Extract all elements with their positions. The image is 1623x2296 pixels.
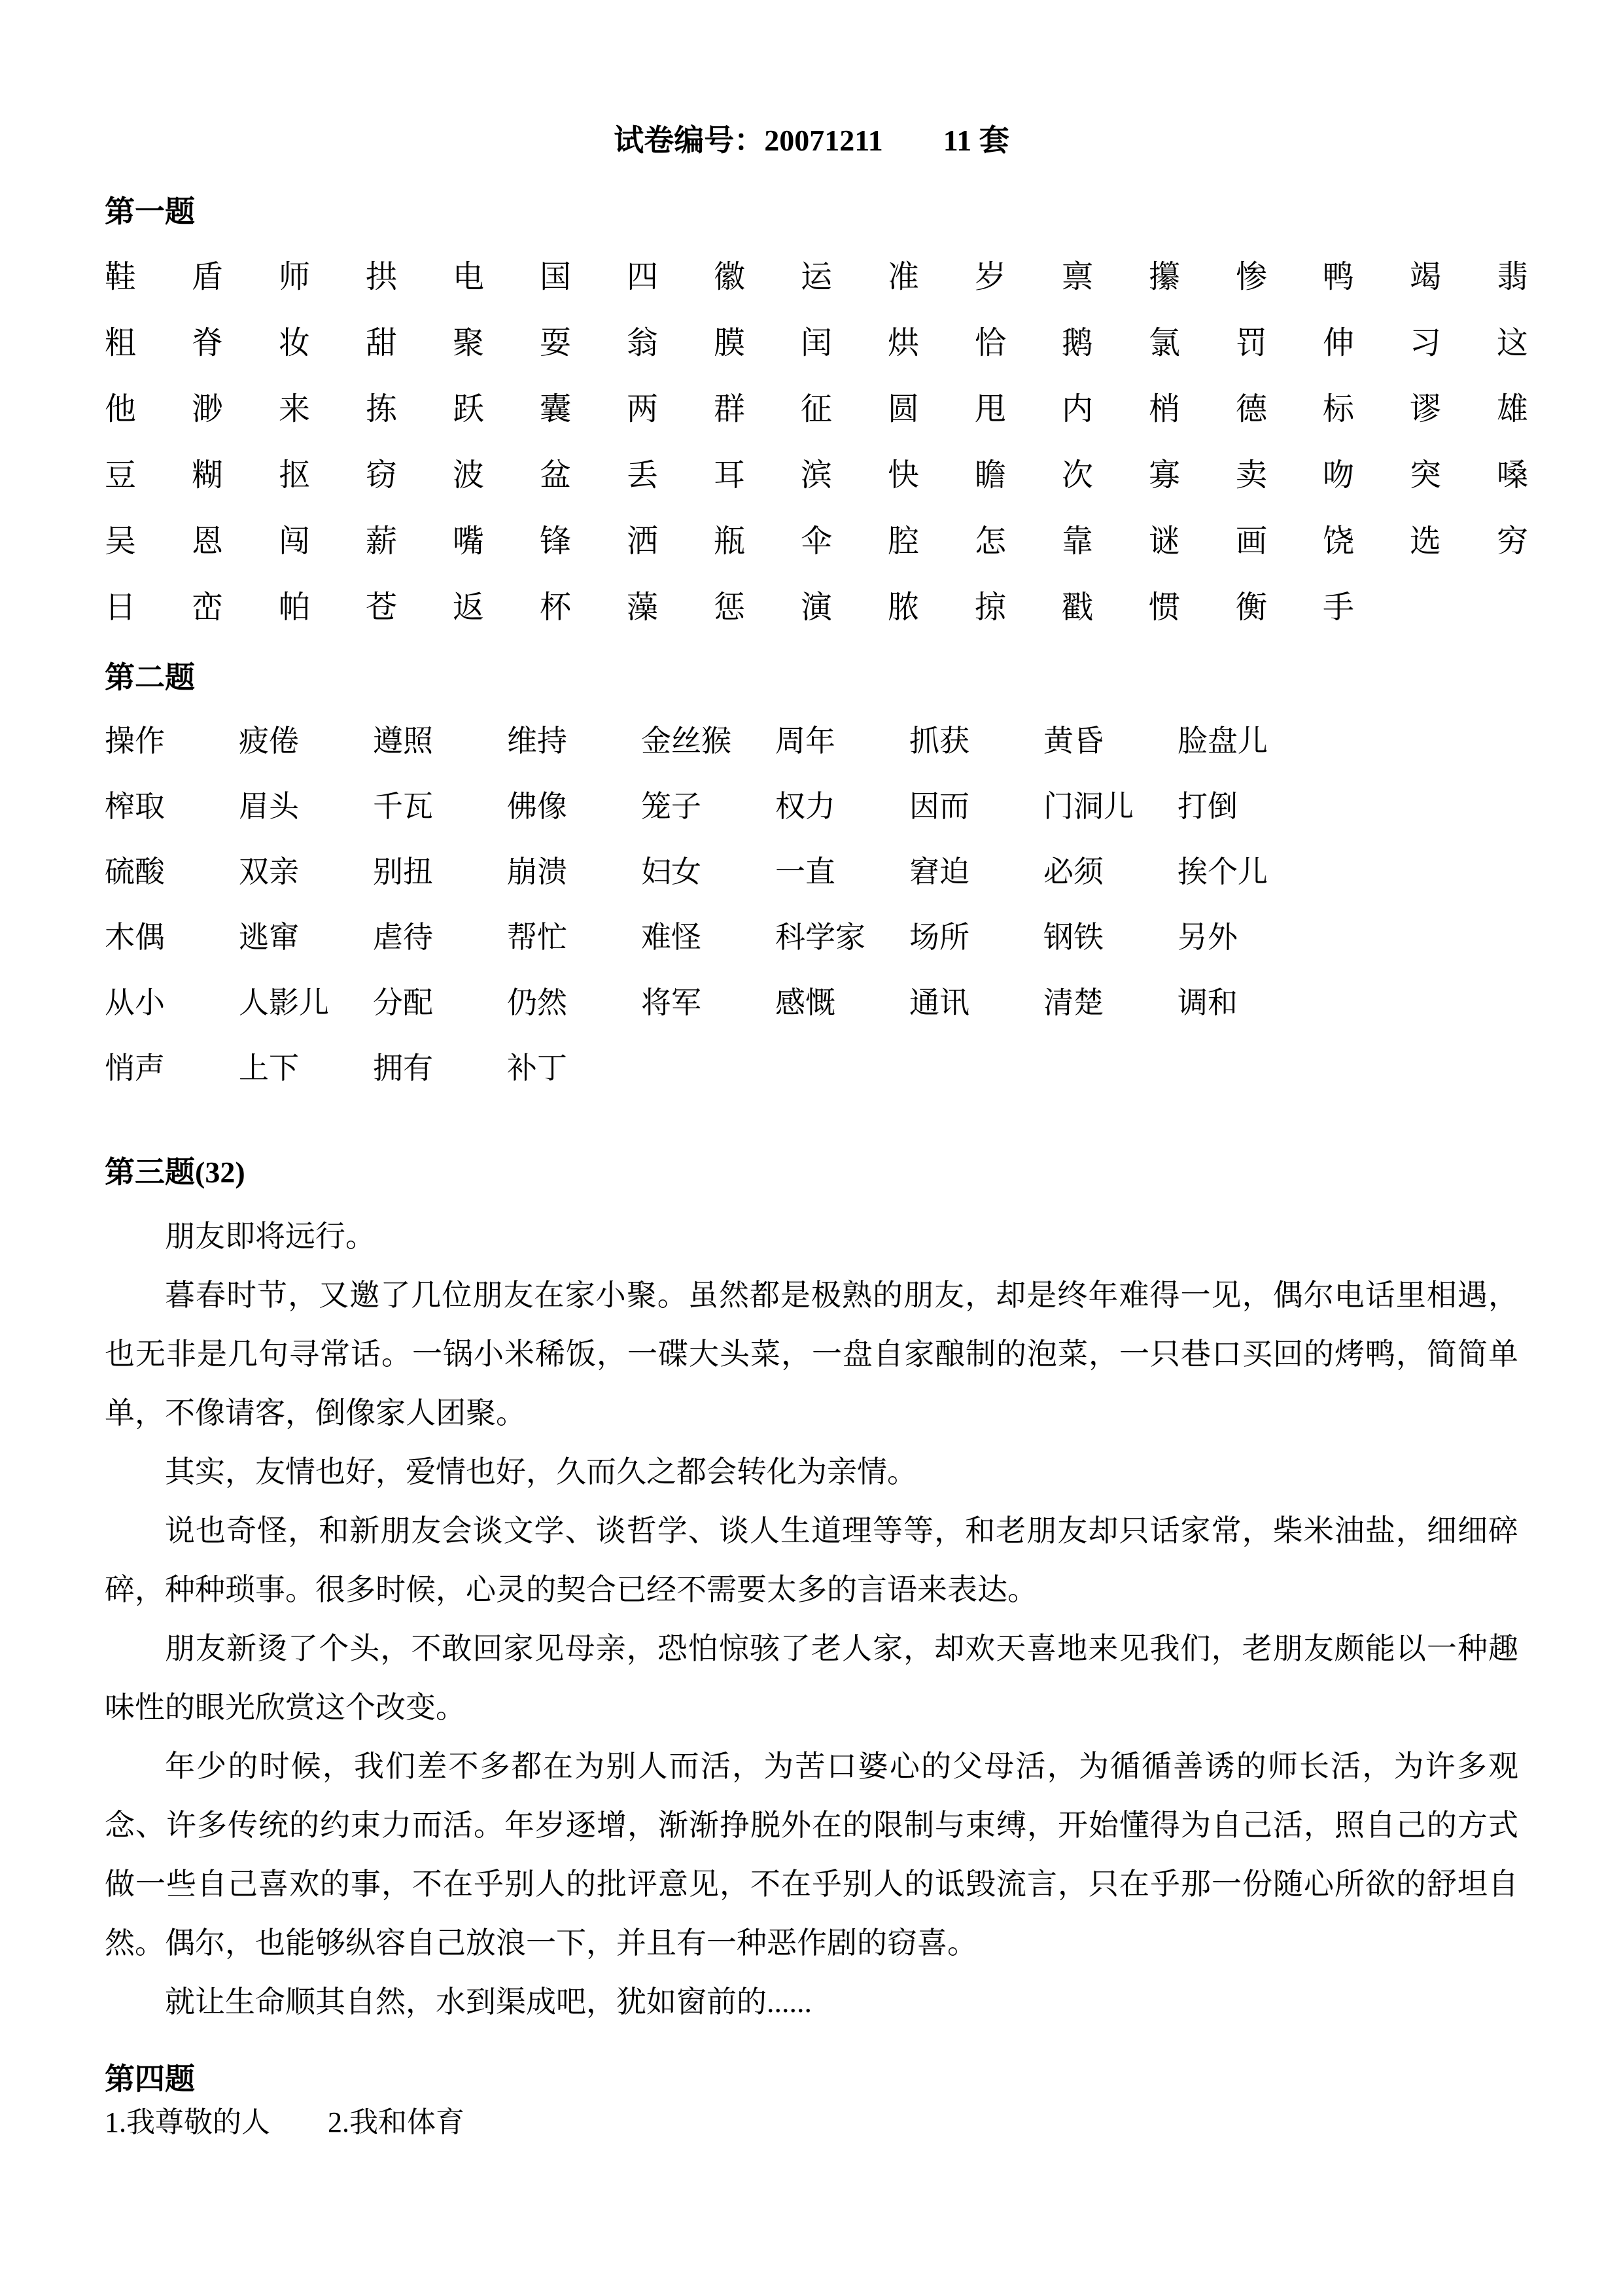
char-cell: 内 xyxy=(1062,392,1094,427)
word-cell: 另外 xyxy=(1178,921,1238,954)
char-cell: 恩 xyxy=(192,524,224,559)
word-cell: 妇女 xyxy=(641,855,701,889)
char-cell: 苍 xyxy=(366,590,398,625)
char-cell: 寡 xyxy=(1149,458,1181,493)
char-cell: 竭 xyxy=(1410,260,1442,294)
section2-heading: 第二题 xyxy=(105,661,195,694)
char-cell: 罚 xyxy=(1236,326,1268,361)
word-cell: 拥有 xyxy=(373,1051,433,1085)
char-cell: 两 xyxy=(627,392,659,427)
char-cell: 瓶 xyxy=(714,524,746,559)
char-cell: 徽 xyxy=(714,260,746,294)
char-cell: 戳 xyxy=(1062,590,1094,625)
char-cell: 薪 xyxy=(366,524,398,559)
word-cell: 遵照 xyxy=(373,724,433,758)
char-cell: 鸭 xyxy=(1323,260,1355,294)
section3-heading: 第三题(32) xyxy=(105,1156,245,1189)
char-cell: 禀 xyxy=(1062,260,1094,294)
word-cell: 脸盘儿 xyxy=(1178,724,1268,758)
word-cell: 必须 xyxy=(1043,855,1104,889)
paragraph: 朋友新烫了个头，不敢回家见母亲，恐怕惊骇了老人家，却欢天喜地来见我们，老朋友颇能以一种趣味性的眼光欣赏这个改变。 xyxy=(105,1632,1518,1724)
word-cell: 佛像 xyxy=(507,790,567,823)
word-row xyxy=(105,1036,1518,1101)
char-cell: 恰 xyxy=(975,326,1007,361)
char-cell: 国 xyxy=(540,260,572,294)
word-cell: 维持 xyxy=(507,724,567,758)
word-cell: 钢铁 xyxy=(1043,921,1104,954)
word-cell: 黄昏 xyxy=(1043,724,1104,758)
char-cell: 抠 xyxy=(279,458,311,493)
page-title: 试卷编号：20071211 11 套 xyxy=(614,124,1009,157)
word-row xyxy=(105,839,1518,905)
char-cell: 次 xyxy=(1062,458,1094,493)
char-cell: 圆 xyxy=(888,392,920,427)
section4-essay-topics: 1.我尊敬的人 2.我和体育 xyxy=(105,2106,464,2138)
char-cell: 藻 xyxy=(627,590,659,625)
word-cell: 调和 xyxy=(1178,986,1238,1019)
char-cell: 伸 xyxy=(1323,326,1355,361)
char-cell: 德 xyxy=(1236,392,1268,427)
char-cell: 腔 xyxy=(888,524,920,559)
char-cell: 返 xyxy=(453,590,485,625)
char-cell: 这 xyxy=(1497,326,1529,361)
paragraph: 暮春时节，又邀了几位朋友在家小聚。虽然都是极熟的朋友，却是终年难得一见，偶尔电话里相遇，也无非是几句寻常话。一锅小米稀饭，一碟大头菜，一盘自家酿制的泡菜，一只巷口买回的烤鸭，简简单单，不像请客，倒像家人团聚。 xyxy=(105,1279,1518,1430)
word-cell: 难怪 xyxy=(641,921,701,954)
word-cell: 帮忙 xyxy=(507,921,567,954)
char-cell: 吻 xyxy=(1323,458,1355,493)
word-cell: 挨个儿 xyxy=(1178,855,1268,889)
word-cell: 金丝猴 xyxy=(641,724,731,758)
char-cell: 群 xyxy=(714,392,746,427)
word-cell: 疲倦 xyxy=(239,724,299,758)
char-row xyxy=(105,310,1584,376)
word-cell: 周年 xyxy=(775,724,835,758)
word-cell: 窘迫 xyxy=(909,855,969,889)
word-cell: 别扭 xyxy=(373,855,433,889)
char-cell: 习 xyxy=(1410,326,1442,361)
char-cell: 电 xyxy=(453,260,485,294)
char-cell: 来 xyxy=(279,392,311,427)
char-cell: 耳 xyxy=(714,458,746,493)
char-cell: 氯 xyxy=(1149,326,1181,361)
char-row xyxy=(105,376,1584,442)
char-cell: 跃 xyxy=(453,392,485,427)
char-cell: 糊 xyxy=(192,458,224,493)
char-cell: 聚 xyxy=(453,326,485,361)
char-cell: 锋 xyxy=(540,524,572,559)
word-cell: 从小 xyxy=(105,986,165,1019)
char-cell: 丢 xyxy=(627,458,659,493)
char-cell: 闰 xyxy=(801,326,833,361)
char-cell: 帕 xyxy=(279,590,311,625)
char-cell: 脊 xyxy=(192,326,224,361)
paragraph: 就让生命顺其自然，水到渠成吧，犹如窗前的...... xyxy=(165,1985,812,2019)
word-cell: 感慨 xyxy=(775,986,835,1019)
word-row xyxy=(105,905,1518,970)
word-cell: 双亲 xyxy=(239,855,299,889)
char-cell: 雄 xyxy=(1497,392,1529,427)
char-cell: 他 xyxy=(105,392,137,427)
char-cell: 粗 xyxy=(105,326,137,361)
char-cell: 杯 xyxy=(540,590,572,625)
paragraph: 年少的时候，我们差不多都在为别人而活，为苦口婆心的父母活，为循循善诱的师长活，为许多观念、许多传统的约束力而活。年岁逐增，渐渐挣脱外在的限制与束缚，开始懂得为自己活，照自己的方式做一些自己喜欢的事，不在乎别人的批评意见，不在乎别人的诋毁流言，只在乎那一份随心所欲的舒坦自然。偶尔，也能够纵容自己放浪一下，并且有一种恶作剧的窃喜。 xyxy=(105,1750,1518,1960)
char-cell: 耍 xyxy=(540,326,572,361)
word-cell: 通讯 xyxy=(909,986,969,1019)
char-cell: 鹅 xyxy=(1062,326,1094,361)
paragraph: 其实，友情也好，爱情也好，久而久之都会转化为亲情。 xyxy=(165,1455,917,1489)
char-cell: 嘴 xyxy=(453,524,485,559)
word-row xyxy=(105,709,1518,774)
char-cell: 烘 xyxy=(888,326,920,361)
paragraph: 说也奇怪，和新朋友会谈文学、谈哲学、谈人生道理等等，和老朋友却只话家常，柴米油盐，细细碎碎，种种琐事。很多时候，心灵的契合已经不需要太多的言语来表达。 xyxy=(105,1514,1518,1606)
word-cell: 虐待 xyxy=(373,921,433,954)
word-cell: 上下 xyxy=(239,1051,299,1085)
char-cell: 日 xyxy=(105,590,137,625)
char-cell: 拣 xyxy=(366,392,398,427)
word-cell: 因而 xyxy=(909,790,969,823)
word-cell: 榨取 xyxy=(105,790,165,823)
char-cell: 饶 xyxy=(1323,524,1355,559)
char-cell: 拱 xyxy=(366,260,398,294)
word-cell: 崩溃 xyxy=(507,855,567,889)
word-cell: 打倒 xyxy=(1178,790,1238,823)
char-row xyxy=(105,508,1584,574)
char-cell: 衡 xyxy=(1236,590,1268,625)
char-cell: 翡 xyxy=(1497,260,1529,294)
word-cell: 操作 xyxy=(105,724,165,758)
char-cell: 谜 xyxy=(1149,524,1181,559)
char-cell: 翁 xyxy=(627,326,659,361)
word-cell: 逃窜 xyxy=(239,921,299,954)
char-cell: 惯 xyxy=(1149,590,1181,625)
char-cell: 谬 xyxy=(1410,392,1442,427)
char-cell: 画 xyxy=(1236,524,1268,559)
char-cell: 膜 xyxy=(714,326,746,361)
char-cell: 窃 xyxy=(366,458,398,493)
word-cell: 分配 xyxy=(373,986,433,1019)
char-cell: 手 xyxy=(1323,590,1355,625)
word-cell: 将军 xyxy=(641,986,701,1019)
char-row xyxy=(105,244,1584,310)
word-cell: 仍然 xyxy=(507,986,567,1019)
word-cell: 千瓦 xyxy=(373,790,433,823)
char-cell: 鞋 xyxy=(105,260,137,294)
char-cell: 选 xyxy=(1410,524,1442,559)
char-cell: 惩 xyxy=(714,590,746,625)
char-cell: 渺 xyxy=(192,392,224,427)
word-cell: 权力 xyxy=(775,790,835,823)
char-cell: 盾 xyxy=(192,260,224,294)
section2-word-grid xyxy=(105,709,1518,1101)
section1-heading: 第一题 xyxy=(105,195,195,228)
word-row xyxy=(105,970,1518,1036)
char-cell: 甩 xyxy=(975,392,1007,427)
char-cell: 豆 xyxy=(105,458,137,493)
char-cell: 突 xyxy=(1410,458,1442,493)
word-cell: 笼子 xyxy=(641,790,701,823)
char-row xyxy=(105,442,1584,508)
char-cell: 嗓 xyxy=(1497,458,1529,493)
char-cell: 波 xyxy=(453,458,485,493)
char-cell: 伞 xyxy=(801,524,833,559)
word-cell: 清楚 xyxy=(1043,986,1104,1019)
char-cell: 吴 xyxy=(105,524,137,559)
section4-heading: 第四题 xyxy=(105,2062,195,2096)
section1-character-grid xyxy=(105,244,1584,641)
word-cell: 抓获 xyxy=(909,724,969,758)
word-cell: 场所 xyxy=(909,921,969,954)
section3-passage xyxy=(105,1207,1518,2032)
char-cell: 梢 xyxy=(1149,392,1181,427)
word-cell: 悄声 xyxy=(105,1051,165,1085)
char-cell: 攥 xyxy=(1149,260,1181,294)
char-cell: 快 xyxy=(888,458,920,493)
char-cell: 运 xyxy=(801,260,833,294)
char-cell: 盆 xyxy=(540,458,572,493)
char-cell: 穷 xyxy=(1497,524,1529,559)
char-row xyxy=(105,574,1584,641)
char-cell: 洒 xyxy=(627,524,659,559)
char-cell: 四 xyxy=(627,260,659,294)
word-cell: 补丁 xyxy=(507,1051,567,1085)
char-cell: 瞻 xyxy=(975,458,1007,493)
char-cell: 师 xyxy=(279,260,311,294)
char-cell: 靠 xyxy=(1062,524,1094,559)
word-cell: 门洞儿 xyxy=(1043,790,1134,823)
char-cell: 囊 xyxy=(540,392,572,427)
char-cell: 演 xyxy=(801,590,833,625)
word-cell: 科学家 xyxy=(775,921,865,954)
word-cell: 人影儿 xyxy=(239,986,329,1019)
char-cell: 怎 xyxy=(975,524,1007,559)
char-cell: 脓 xyxy=(888,590,920,625)
char-cell: 卖 xyxy=(1236,458,1268,493)
word-row xyxy=(105,774,1518,839)
char-cell: 岁 xyxy=(975,260,1007,294)
char-cell: 闯 xyxy=(279,524,311,559)
char-cell: 掠 xyxy=(975,590,1007,625)
word-cell: 一直 xyxy=(775,855,835,889)
word-cell: 硫酸 xyxy=(105,855,165,889)
char-cell: 惨 xyxy=(1236,260,1268,294)
char-cell: 滨 xyxy=(801,458,833,493)
char-cell: 标 xyxy=(1323,392,1355,427)
char-cell: 峦 xyxy=(192,590,224,625)
char-cell: 征 xyxy=(801,392,833,427)
paragraph: 朋友即将远行。 xyxy=(165,1220,375,1253)
char-cell: 准 xyxy=(888,260,920,294)
word-cell: 木偶 xyxy=(105,921,165,954)
char-cell: 甜 xyxy=(366,326,398,361)
char-cell: 妆 xyxy=(279,326,311,361)
word-cell: 眉头 xyxy=(239,790,299,823)
